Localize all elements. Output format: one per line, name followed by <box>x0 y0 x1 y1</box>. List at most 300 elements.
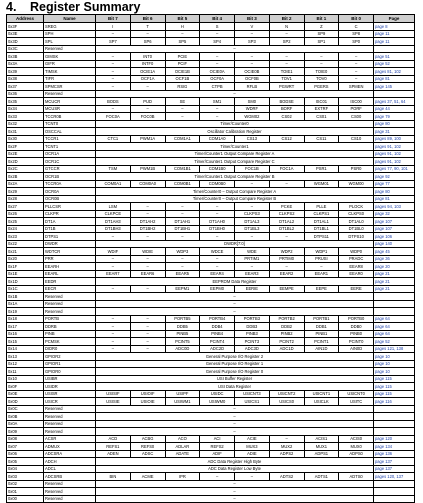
page-reference-link <box>374 293 415 301</box>
bit-cell: – <box>200 30 235 38</box>
register-name: SREG <box>44 23 96 31</box>
page-reference-link[interactable]: page 51 <box>374 53 415 61</box>
bit-cell: USICNT2 <box>269 390 304 398</box>
register-name: TCNT0 <box>44 120 96 128</box>
register-name: TIFR <box>44 75 96 83</box>
bit-cell: – <box>96 105 131 113</box>
page-reference-link <box>374 480 415 488</box>
bit-cell: H <box>165 23 200 31</box>
bit-cell: CS00 <box>339 113 374 121</box>
page-reference-link[interactable]: page 10 <box>374 368 415 376</box>
table-row <box>7 90 415 98</box>
bit-cell: PRUSI <box>304 255 339 263</box>
page-reference-link[interactable]: page 140 <box>374 240 415 248</box>
register-name: PINB <box>44 330 96 338</box>
register-name: DDRB <box>44 323 96 331</box>
page-reference-link <box>374 308 415 316</box>
bit-cell: ADC1D <box>269 345 304 353</box>
register-description: EEPROM Data Register <box>96 278 374 286</box>
bit-cell: ACD <box>96 435 131 443</box>
bit-cell: – <box>130 255 165 263</box>
register-description: – <box>96 300 374 308</box>
register-description: – <box>96 308 374 316</box>
table-row <box>7 173 415 181</box>
register-name: TIMSK <box>44 68 96 76</box>
page-reference-link[interactable]: page 64 <box>374 330 415 338</box>
bit-cell: MUX3 <box>235 443 270 451</box>
register-address: 0x2F <box>7 143 44 151</box>
bit-cell: – <box>200 210 235 218</box>
table-row <box>7 405 415 413</box>
register-description: – <box>96 413 374 421</box>
bit-cell: – <box>130 285 165 293</box>
register-address: 0x0A <box>7 420 44 428</box>
bit-cell: OCF1A <box>130 75 165 83</box>
bit-cell: SP9 <box>304 30 339 38</box>
bit-cell: ACIE <box>235 435 270 443</box>
page-reference-link[interactable]: pages 91, 102 <box>374 143 415 151</box>
bit-cell: – <box>269 60 304 68</box>
bit-cell: USISIE <box>96 398 131 406</box>
bit-cell: – <box>130 105 165 113</box>
register-description: Timer/Counter0 – Output Compare Register A <box>96 188 374 196</box>
bit-cell: DT1BL2 <box>269 225 304 233</box>
bit-cell: SP6 <box>130 38 165 46</box>
table-row <box>7 195 415 203</box>
bit-cell: SM0 <box>235 98 270 106</box>
bit-cell: SP3 <box>235 38 270 46</box>
bit-cell: ACI <box>200 435 235 443</box>
page-reference-link[interactable]: pages 37, 51, 64 <box>374 98 415 106</box>
page-reference-link[interactable]: pages 121, 138 <box>374 345 415 353</box>
register-description: General Purpose I/O Register 1 <box>96 360 374 368</box>
page-reference-link[interactable]: page 52 <box>374 60 415 68</box>
table-row <box>7 45 415 53</box>
bit-cell: PINB5 <box>165 330 200 338</box>
register-description: USI Buffer Register <box>96 375 374 383</box>
bit-cell: WDP3 <box>165 248 200 256</box>
bit-cell: ACIS1 <box>304 435 339 443</box>
table-row <box>7 180 415 188</box>
table-row <box>7 375 415 383</box>
table-row <box>7 435 415 443</box>
bit-cell: SP8 <box>339 30 374 38</box>
bit-cell: DT1BH3 <box>96 225 131 233</box>
bit-cell: DDB4 <box>200 323 235 331</box>
bit-cell: FOC1A <box>269 165 304 173</box>
bit-cell: PCINT2 <box>269 338 304 346</box>
register-address: 0x12 <box>7 360 44 368</box>
bit-cell: PCINT0 <box>339 338 374 346</box>
table-row <box>7 413 415 421</box>
register-address: 0x28 <box>7 195 44 203</box>
bit-cell: DT1BL1 <box>304 225 339 233</box>
register-name: ADCL <box>44 465 96 473</box>
bit-cell: SP0 <box>339 38 374 46</box>
register-address: 0x39 <box>7 68 44 76</box>
register-address: 0x24 <box>7 225 44 233</box>
register-address: 0x00 <box>7 495 44 503</box>
bit-cell: DT1AL1 <box>304 218 339 226</box>
page-reference-link[interactable]: page 81 <box>374 195 415 203</box>
page-reference-link[interactable]: page 137 <box>374 465 415 473</box>
table-row <box>7 473 415 481</box>
bit-cell: PGWRT <box>269 83 304 91</box>
page-reference-link[interactable]: page 136 <box>374 450 415 458</box>
bit-cell: – <box>96 285 131 293</box>
bit-cell: DT1AH3 <box>96 218 131 226</box>
bit-cell: – <box>235 203 270 211</box>
page-reference-link[interactable]: page 145 <box>374 83 415 91</box>
page-reference-link[interactable]: page 20 <box>374 263 415 271</box>
bit-cell: – <box>165 203 200 211</box>
table-row <box>7 105 415 113</box>
table-row <box>7 98 415 106</box>
bit-cell: DT1AL2 <box>269 218 304 226</box>
bit-cell: ISC01 <box>304 98 339 106</box>
bit-cell: SPMEN <box>339 83 374 91</box>
bit-cell: DT1AL3 <box>235 218 270 226</box>
bit-cell: REFS2 <box>200 443 235 451</box>
bit-cell: – <box>269 435 304 443</box>
bit-cell: DT1AH2 <box>130 218 165 226</box>
bit-cell: DT1BH2 <box>130 225 165 233</box>
table-row <box>7 53 415 61</box>
page-reference-link[interactable]: page 31 <box>374 128 415 136</box>
page-reference-link[interactable]: page 115 <box>374 383 415 391</box>
bit-cell: – <box>96 315 131 323</box>
bit-cell: DDB0 <box>339 323 374 331</box>
page-reference-link[interactable]: pages 120, 137 <box>374 473 415 481</box>
page-reference-link[interactable]: page 52 <box>374 338 415 346</box>
page-reference-link[interactable]: page 10 <box>374 360 415 368</box>
bit-cell: ADSC <box>130 450 165 458</box>
page-reference-link[interactable]: page 80 <box>374 120 415 128</box>
register-description: Timer/Counter1 <box>96 143 374 151</box>
page-reference-link[interactable]: pages 91, 102 <box>374 158 415 166</box>
page-reference-link[interactable]: page 8 <box>374 23 415 31</box>
bit-cell: CS11 <box>304 135 339 143</box>
table-row <box>7 150 415 158</box>
page-reference-link[interactable]: page 11 <box>374 30 415 38</box>
bit-cell: – <box>235 60 270 68</box>
register-name: GPIOR2 <box>44 353 96 361</box>
register-address: 0x2E <box>7 150 44 158</box>
bit-cell: – <box>200 203 235 211</box>
bit-cell: USIWM0 <box>200 398 235 406</box>
page-reference-link[interactable]: page 21 <box>374 278 415 286</box>
bit-cell: EEAR7 <box>96 270 131 278</box>
bit-cell: USIWM1 <box>165 398 200 406</box>
bit-cell: FOC0A <box>96 113 131 121</box>
register-address: 0x13 <box>7 353 44 361</box>
page-reference-link[interactable]: page 44 <box>374 105 415 113</box>
bit-cell: – <box>165 263 200 271</box>
page-reference-link[interactable]: page 45 <box>374 248 415 256</box>
bit-cell: PUD <box>130 98 165 106</box>
register-name: TCCR0B <box>44 113 96 121</box>
bit-cell: PINB3 <box>235 330 270 338</box>
bit-cell: ADTS0 <box>339 473 374 481</box>
bit-cell: – <box>304 53 339 61</box>
table-row <box>7 248 415 256</box>
table-row <box>7 465 415 473</box>
page-reference-link[interactable]: pages 91, 102 <box>374 150 415 158</box>
page-reference-link[interactable]: pages 89, 100 <box>374 135 415 143</box>
register-name: EECR <box>44 285 96 293</box>
register-name: EEARL <box>44 270 96 278</box>
column-header-bit6: Bit 6 <box>130 15 165 23</box>
page-reference-link[interactable]: page 80 <box>374 188 415 196</box>
page-reference-link[interactable]: pages 81, 102 <box>374 68 415 76</box>
page-reference-link[interactable]: page 10 <box>374 353 415 361</box>
register-address: 0x36 <box>7 90 44 98</box>
bit-cell: OCIE1B <box>165 68 200 76</box>
page-reference-link[interactable]: page 21 <box>374 270 415 278</box>
bit-cell: – <box>200 60 235 68</box>
register-name: GIMSK <box>44 53 96 61</box>
bit-cell: WDRF <box>235 105 270 113</box>
bit-cell: COM0A1 <box>96 180 131 188</box>
column-header-bit3: Bit 3 <box>235 15 270 23</box>
register-name: Reserved <box>44 413 96 421</box>
bit-cell: – <box>130 83 165 91</box>
register-name: Reserved <box>44 495 96 503</box>
register-address: 0x11 <box>7 368 44 376</box>
table-row <box>7 270 415 278</box>
page-reference-link[interactable]: page 21 <box>374 285 415 293</box>
register-address: 0x18 <box>7 315 44 323</box>
table-row <box>7 38 415 46</box>
bit-cell: CTC1 <box>96 135 131 143</box>
register-name: Reserved <box>44 405 96 413</box>
bit-cell: PORTB2 <box>269 315 304 323</box>
bit-cell: ADEN <box>96 450 131 458</box>
register-name: USIBR <box>44 375 96 383</box>
bit-cell: EEAR3 <box>235 270 270 278</box>
bit-cell: BORF <box>269 105 304 113</box>
bit-cell: PCINT5 <box>165 338 200 346</box>
register-name: SPL <box>44 38 96 46</box>
register-address: 0x06 <box>7 450 44 458</box>
bit-cell: SP7 <box>96 38 131 46</box>
bit-cell: OCIE1A <box>130 68 165 76</box>
register-description: ADC Data Register High Byte <box>96 458 374 466</box>
page-reference-link[interactable]: page 79 <box>374 113 415 121</box>
page-reference-link[interactable]: page 64 <box>374 323 415 331</box>
bit-cell: DT1AL0 <box>339 218 374 226</box>
table-row <box>7 443 415 451</box>
bit-cell: – <box>130 203 165 211</box>
bit-cell: MUX2 <box>269 443 304 451</box>
bit-cell: PLOCK <box>339 203 374 211</box>
bit-cell: PRTIM1 <box>235 255 270 263</box>
bit-cell: WGM02 <box>235 113 270 121</box>
register-description: – <box>96 488 374 496</box>
table-row <box>7 210 415 218</box>
bit-cell: EEMPE <box>269 285 304 293</box>
register-name: Reserved <box>44 488 96 496</box>
table-row <box>7 255 415 263</box>
bit-cell: SM1 <box>200 98 235 106</box>
table-row <box>7 218 415 226</box>
section-title: Register Summary <box>30 0 141 14</box>
bit-cell: MUX1 <box>304 443 339 451</box>
table-row <box>7 143 415 151</box>
register-description: – <box>96 90 374 98</box>
bit-cell: ADC3D <box>235 345 270 353</box>
register-name: Reserved <box>44 300 96 308</box>
register-address: 0x08 <box>7 435 44 443</box>
table-row <box>7 135 415 143</box>
bit-cell: EEAR8 <box>339 263 374 271</box>
section-number: 4. <box>6 0 17 14</box>
page-reference-link[interactable]: page 64 <box>374 315 415 323</box>
register-name: Reserved <box>44 420 96 428</box>
page-reference-link[interactable]: page 107 <box>374 225 415 233</box>
bit-cell: – <box>96 83 131 91</box>
page-reference-link[interactable]: page 81 <box>374 75 415 83</box>
register-address: 0x0E <box>7 390 44 398</box>
bit-cell: BODSE <box>269 98 304 106</box>
register-name: ADCSRA <box>44 450 96 458</box>
register-address: 0x0F <box>7 383 44 391</box>
bit-cell: ACME <box>130 473 165 481</box>
register-address: 0x0D <box>7 398 44 406</box>
page-reference-link[interactable]: page 36 <box>374 255 415 263</box>
bit-cell: – <box>165 255 200 263</box>
register-address: 0x30 <box>7 135 44 143</box>
table-row <box>7 233 415 241</box>
register-name: PORTB <box>44 315 96 323</box>
bit-cell: COM1A1 <box>165 135 200 143</box>
table-row <box>7 75 415 83</box>
bit-cell: PCINT4 <box>200 338 235 346</box>
table-row <box>7 353 415 361</box>
bit-cell: DT1AH1 <box>165 218 200 226</box>
bit-cell: – <box>269 30 304 38</box>
page-reference-link[interactable]: page 134 <box>374 443 415 451</box>
register-name: TCCR1 <box>44 135 96 143</box>
bit-cell: PORF <box>339 105 374 113</box>
bit-cell: ADC2D <box>200 345 235 353</box>
bit-cell: CS13 <box>235 135 270 143</box>
register-name: USIDR <box>44 383 96 391</box>
register-description: – <box>96 293 374 301</box>
register-address: 0x0C <box>7 405 44 413</box>
register-description: – <box>96 428 374 436</box>
bit-cell: CLKPS2 <box>269 210 304 218</box>
table-row <box>7 368 415 376</box>
page-reference-link[interactable]: page 106 <box>374 233 415 241</box>
page-reference-link[interactable]: page 120 <box>374 435 415 443</box>
register-name: MCUCR <box>44 98 96 106</box>
register-name: PRR <box>44 255 96 263</box>
page-reference-link[interactable]: page 107 <box>374 218 415 226</box>
register-name: TCCR0A <box>44 180 96 188</box>
page-reference-link[interactable]: pages 94, 103 <box>374 203 415 211</box>
bit-cell: USICLK <box>304 398 339 406</box>
bit-cell: PGERS <box>304 83 339 91</box>
bit-cell: TOV0 <box>304 75 339 83</box>
page-reference-link[interactable]: page 32 <box>374 210 415 218</box>
bit-cell: DDB5 <box>165 323 200 331</box>
bit-cell: AIN1D <box>304 345 339 353</box>
register-summary-table <box>6 14 415 503</box>
page-reference-link[interactable]: page 115 <box>374 390 415 398</box>
bit-cell: USICS1 <box>235 398 270 406</box>
bit-cell: REFS0 <box>130 443 165 451</box>
bit-cell: ADTS2 <box>269 473 304 481</box>
bit-cell: – <box>165 233 200 241</box>
register-description: – <box>96 495 374 503</box>
register-address: 0x2C <box>7 165 44 173</box>
register-name: Reserved <box>44 293 96 301</box>
bit-cell: SE <box>165 98 200 106</box>
bit-cell: – <box>339 60 374 68</box>
bit-cell: PCIF <box>165 60 200 68</box>
register-name: SPH <box>44 30 96 38</box>
bit-cell: – <box>165 210 200 218</box>
bit-cell: FOC0B <box>130 113 165 121</box>
page-reference-link[interactable]: pages 77, 90, 101 <box>374 165 415 173</box>
page-reference-link[interactable]: page 92 <box>374 173 415 181</box>
register-address: 0x1D <box>7 278 44 286</box>
bit-cell: ADLAR <box>165 443 200 451</box>
page-reference-link[interactable]: page 77 <box>374 180 415 188</box>
bit-cell: EERE <box>339 285 374 293</box>
register-name: USICR <box>44 398 96 406</box>
bit-cell: CLKPS0 <box>339 210 374 218</box>
register-name: EEARH <box>44 263 96 271</box>
register-address: 0x26 <box>7 210 44 218</box>
register-description: – <box>96 480 374 488</box>
bit-cell: OCIE0B <box>235 68 270 76</box>
bit-cell: – <box>96 338 131 346</box>
bit-cell: EEAR5 <box>165 270 200 278</box>
bit-cell: DT1BH1 <box>165 225 200 233</box>
bit-cell: PRTIM0 <box>269 255 304 263</box>
page-reference-link[interactable]: page 11 <box>374 38 415 46</box>
bit-cell: RFLB <box>235 83 270 91</box>
bit-cell: – <box>130 330 165 338</box>
register-address: 0x04 <box>7 465 44 473</box>
register-description: General Purpose I/O Register 2 <box>96 353 374 361</box>
column-header-bit5: Bit 5 <box>165 15 200 23</box>
table-row <box>7 300 415 308</box>
table-row <box>7 495 415 503</box>
register-name: ADCH <box>44 458 96 466</box>
bit-cell: PORTB4 <box>200 315 235 323</box>
register-address: 0x35 <box>7 98 44 106</box>
bit-cell: – <box>304 60 339 68</box>
bit-cell: WGM01 <box>304 180 339 188</box>
bit-cell: PCINT3 <box>235 338 270 346</box>
bit-cell: IPR <box>165 473 200 481</box>
register-address: 0x1C <box>7 285 44 293</box>
page-reference-link[interactable]: page 116 <box>374 398 415 406</box>
page-reference-link[interactable]: page 137 <box>374 458 415 466</box>
column-header-page: Page <box>374 15 415 23</box>
page-reference-link[interactable]: page 115 <box>374 375 415 383</box>
register-address: 0x02 <box>7 480 44 488</box>
bit-cell: DT1BL0 <box>339 225 374 233</box>
column-header-bit0: Bit 0 <box>339 15 374 23</box>
table-row <box>7 330 415 338</box>
register-name: OCR0A <box>44 188 96 196</box>
register-name: ADMUX <box>44 443 96 451</box>
register-name: OCR1C <box>44 158 96 166</box>
